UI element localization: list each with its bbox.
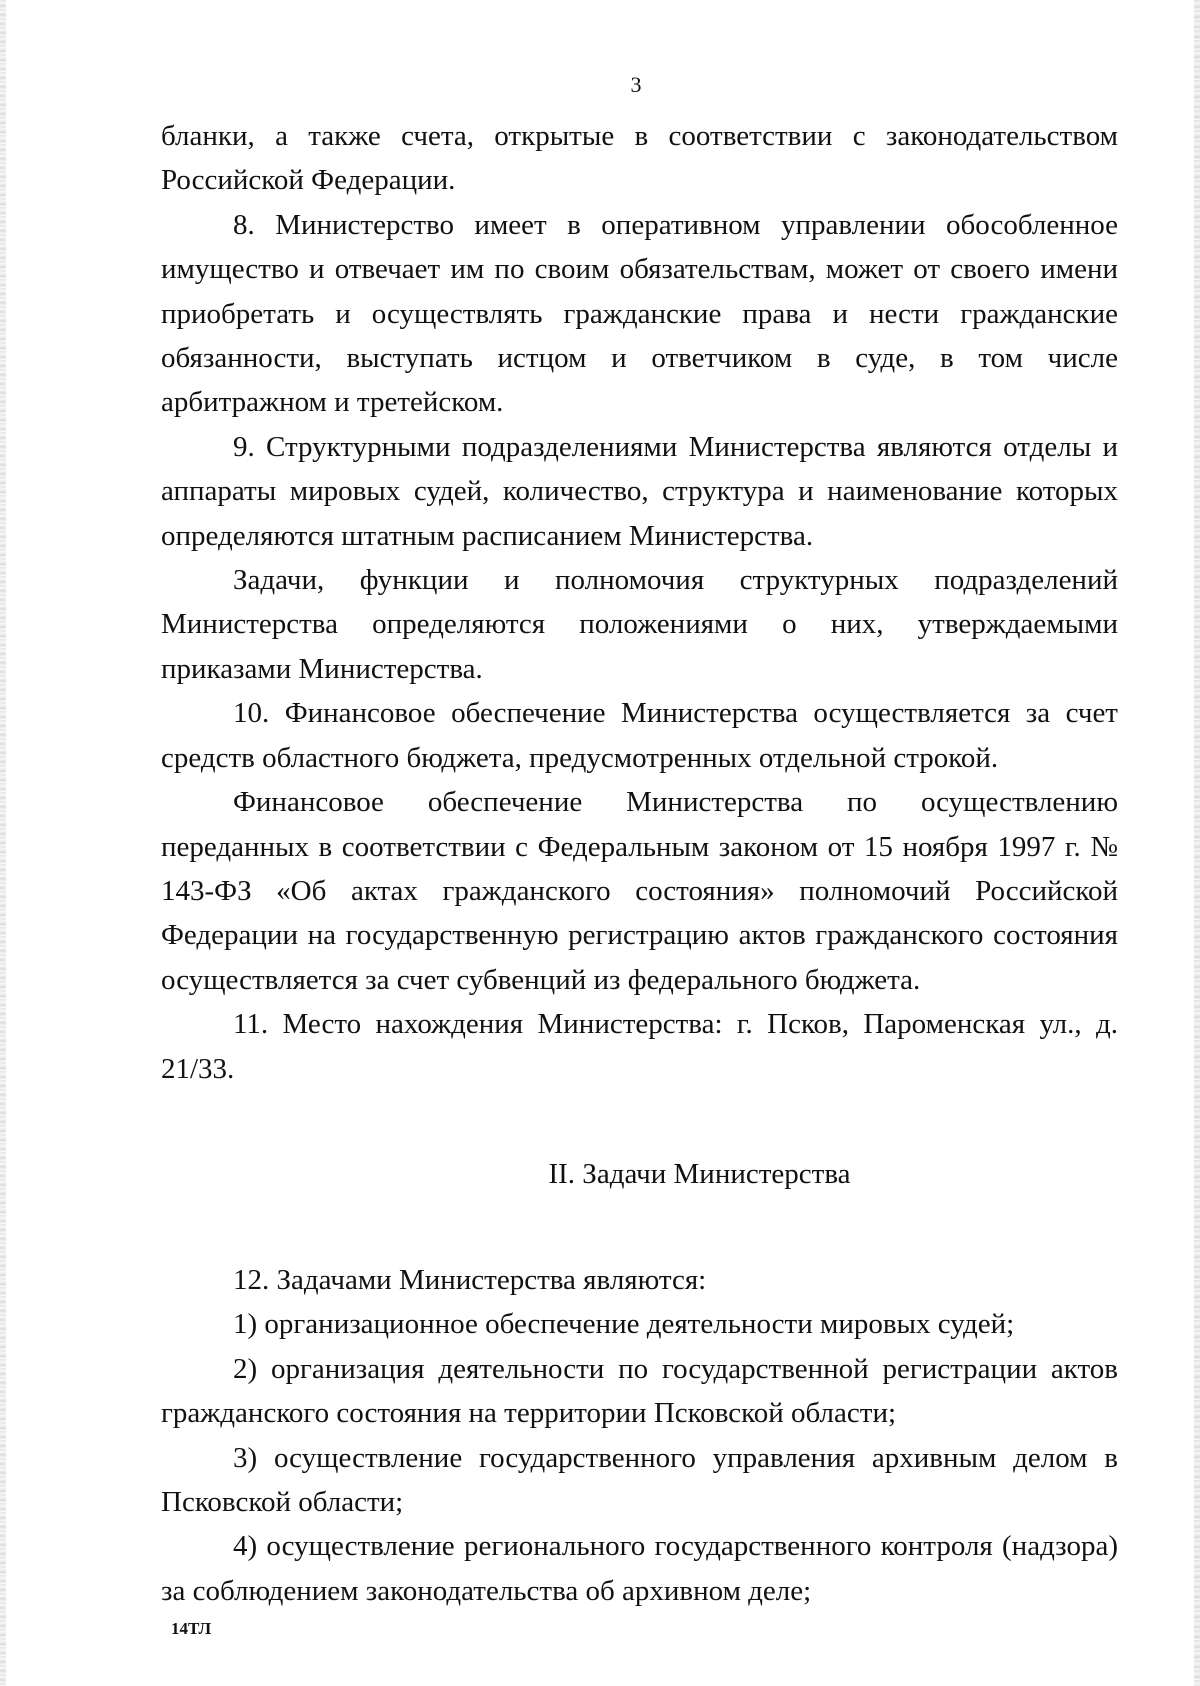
paragraph-8: 8. Министерство имеет в оперативном управлении обособленное имущество и отвечает им по своим обязательствам, может от своего имени приобретать и осуществлять гражданские права и нести гражданские обязанности, выступать истцом и ответчиком в суде, в том числе арбитражном и третейском. — [161, 208, 1118, 419]
paragraph-12-item-1: 1) организационное обеспечение деятельности мировых судей; — [233, 1308, 1015, 1341]
paragraph-12: 12. Задачами Министерства являются: — [233, 1263, 707, 1296]
paragraph-12-item-4: 4) осуществление регионального государственного контроля (надзора) за соблюдением законодательства об архивном деле; — [161, 1530, 1118, 1607]
paragraph-9: 9. Структурными подразделениями Министерства являются отделы и аппараты мировых судей, количество, структура и наименование которых определяются штатным расписанием Министерства. — [161, 430, 1118, 552]
scan-edge-right — [1194, 0, 1200, 1686]
paragraph-9-tasks: Задачи, функции и полномочия структурных подразделений Министерства определяются положениями о них, утверждаемыми приказами Министерства. — [161, 564, 1118, 685]
paragraph-12-item-2: 2) организация деятельности по государственной регистрации актов гражданского состояния на территории Псковской области; — [161, 1352, 1118, 1430]
paragraph-continued: бланки, а также счета, открытые в соответствии с законодательством Российской Федерации. — [161, 120, 1118, 197]
scan-edge-left — [0, 0, 6, 1686]
paragraph-11: 11. Место нахождения Министерства: г. Псков, Пароменская ул., д. 21/33. — [161, 1008, 1118, 1085]
document-body-top — [161, 114, 1118, 1613]
page-number: 3 — [630, 72, 642, 97]
paragraph-12-item-3: 3) осуществление государственного управления архивным делом в Псковской области; — [161, 1441, 1118, 1518]
paragraph-10: 10. Финансовое обеспечение Министерства осуществляется за счет средств областного бюджета, предусмотренных отдельной строкой. — [161, 697, 1118, 774]
footer-document-code: 14ТЛ — [171, 1619, 212, 1638]
paragraph-10-financing: Финансовое обеспечение Министерства по осуществлению переданных в соответствии с Федеральным законом от 15 ноября 1997 г. № 143-ФЗ «Об актах гражданского состояния» полномочий Российской Федерации на государственную регистрацию актов гражданского состояния осуществляется за счет субвенций из федерального бюджета. — [161, 786, 1118, 996]
section-heading: II. Задачи Министерства — [548, 1157, 851, 1190]
